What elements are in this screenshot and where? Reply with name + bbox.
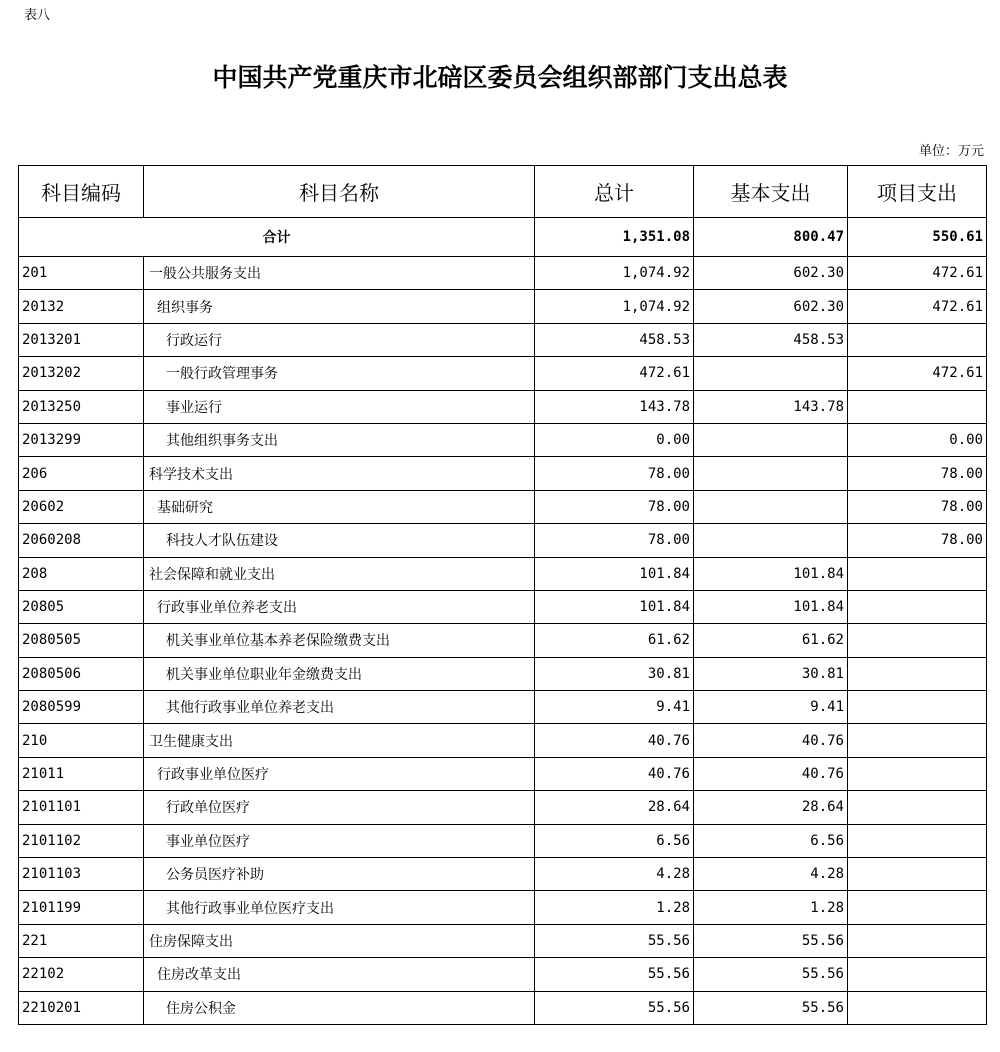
row-basic: 101.84 xyxy=(694,557,848,590)
row-project: 78.00 xyxy=(848,490,987,523)
row-code: 2080505 xyxy=(19,624,144,657)
table-row xyxy=(19,290,987,323)
row-basic: 143.78 xyxy=(694,390,848,423)
row-code: 2210201 xyxy=(19,991,144,1024)
row-project xyxy=(848,924,987,957)
row-basic: 55.56 xyxy=(694,958,848,991)
row-total: 0.00 xyxy=(535,423,694,456)
row-total: 458.53 xyxy=(535,323,694,356)
row-name: 公务员医疗补助 xyxy=(144,858,535,891)
table-row xyxy=(19,624,987,657)
row-name: 组织事务 xyxy=(144,290,535,323)
row-basic: 9.41 xyxy=(694,691,848,724)
row-code: 2101101 xyxy=(19,791,144,824)
row-code: 2013250 xyxy=(19,390,144,423)
expenditure-table xyxy=(18,165,987,1025)
table-row xyxy=(19,824,987,857)
row-code: 221 xyxy=(19,924,144,957)
row-total: 40.76 xyxy=(535,757,694,790)
row-project: 472.61 xyxy=(848,290,987,323)
row-project xyxy=(848,757,987,790)
row-project xyxy=(848,323,987,356)
row-total: 101.84 xyxy=(535,590,694,623)
row-code: 21011 xyxy=(19,757,144,790)
row-project xyxy=(848,557,987,590)
row-basic: 602.30 xyxy=(694,290,848,323)
row-name: 一般公共服务支出 xyxy=(144,257,535,290)
row-project xyxy=(848,824,987,857)
table-row xyxy=(19,691,987,724)
row-basic: 4.28 xyxy=(694,858,848,891)
row-project xyxy=(848,724,987,757)
row-name: 卫生健康支出 xyxy=(144,724,535,757)
row-basic: 28.64 xyxy=(694,791,848,824)
row-basic xyxy=(694,423,848,456)
total-row xyxy=(19,218,987,257)
table-row xyxy=(19,724,987,757)
row-name: 其他行政事业单位养老支出 xyxy=(144,691,535,724)
table-row xyxy=(19,323,987,356)
table-header-row xyxy=(19,166,987,218)
row-basic xyxy=(694,457,848,490)
row-basic: 458.53 xyxy=(694,323,848,356)
row-basic: 30.81 xyxy=(694,657,848,690)
row-total: 55.56 xyxy=(535,958,694,991)
row-project xyxy=(848,657,987,690)
row-basic: 40.76 xyxy=(694,757,848,790)
row-basic: 101.84 xyxy=(694,590,848,623)
row-name: 机关事业单位职业年金缴费支出 xyxy=(144,657,535,690)
table-row xyxy=(19,457,987,490)
row-code: 20805 xyxy=(19,590,144,623)
row-code: 2013299 xyxy=(19,423,144,456)
row-name: 行政单位医疗 xyxy=(144,791,535,824)
row-total: 30.81 xyxy=(535,657,694,690)
row-code: 2080599 xyxy=(19,691,144,724)
row-total: 28.64 xyxy=(535,791,694,824)
row-code: 210 xyxy=(19,724,144,757)
row-basic xyxy=(694,524,848,557)
table-row xyxy=(19,657,987,690)
row-name: 科学技术支出 xyxy=(144,457,535,490)
row-basic: 6.56 xyxy=(694,824,848,857)
row-name: 事业单位医疗 xyxy=(144,824,535,857)
table-row xyxy=(19,757,987,790)
total-basic: 800.47 xyxy=(694,218,848,257)
row-project xyxy=(848,590,987,623)
row-total: 4.28 xyxy=(535,858,694,891)
row-project xyxy=(848,958,987,991)
table-row xyxy=(19,357,987,390)
unit-label: 单位：万元 xyxy=(918,144,984,159)
row-name: 机关事业单位基本养老保险缴费支出 xyxy=(144,624,535,657)
row-basic: 40.76 xyxy=(694,724,848,757)
row-code: 2101103 xyxy=(19,858,144,891)
row-name: 住房公积金 xyxy=(144,991,535,1024)
row-project xyxy=(848,390,987,423)
row-code: 206 xyxy=(19,457,144,490)
table-row xyxy=(19,858,987,891)
total-sum: 1,351.08 xyxy=(535,218,694,257)
row-code: 2013201 xyxy=(19,323,144,356)
row-basic: 61.62 xyxy=(694,624,848,657)
table-row xyxy=(19,590,987,623)
row-basic xyxy=(694,357,848,390)
table-row xyxy=(19,924,987,957)
row-code: 2060208 xyxy=(19,524,144,557)
row-name: 行政事业单位养老支出 xyxy=(144,590,535,623)
row-total: 1.28 xyxy=(535,891,694,924)
header-project: 项目支出 xyxy=(848,166,987,218)
row-total: 1,074.92 xyxy=(535,257,694,290)
table-row xyxy=(19,791,987,824)
table-row xyxy=(19,958,987,991)
table-row xyxy=(19,524,987,557)
header-total: 总计 xyxy=(535,166,694,218)
table-row xyxy=(19,257,987,290)
row-project xyxy=(848,691,987,724)
table-row xyxy=(19,490,987,523)
row-code: 2080506 xyxy=(19,657,144,690)
row-basic xyxy=(694,490,848,523)
row-total: 78.00 xyxy=(535,457,694,490)
row-code: 208 xyxy=(19,557,144,590)
row-name: 行政事业单位医疗 xyxy=(144,757,535,790)
row-project xyxy=(848,858,987,891)
table-row xyxy=(19,557,987,590)
row-total: 78.00 xyxy=(535,490,694,523)
table-number-tag: 表八 xyxy=(24,8,51,23)
row-basic: 55.56 xyxy=(694,991,848,1024)
row-code: 2101199 xyxy=(19,891,144,924)
row-total: 78.00 xyxy=(535,524,694,557)
header-name: 科目名称 xyxy=(144,166,535,218)
row-code: 2101102 xyxy=(19,824,144,857)
header-code: 科目编码 xyxy=(19,166,144,218)
row-total: 1,074.92 xyxy=(535,290,694,323)
row-total: 55.56 xyxy=(535,991,694,1024)
row-name: 科技人才队伍建设 xyxy=(144,524,535,557)
row-name: 基础研究 xyxy=(144,490,535,523)
row-code: 20602 xyxy=(19,490,144,523)
header-basic: 基本支出 xyxy=(694,166,848,218)
table-row xyxy=(19,390,987,423)
row-project xyxy=(848,891,987,924)
table-row xyxy=(19,991,987,1024)
row-name: 社会保障和就业支出 xyxy=(144,557,535,590)
row-total: 101.84 xyxy=(535,557,694,590)
row-project xyxy=(848,624,987,657)
page-title: 中国共产党重庆市北碚区委员会组织部部门支出总表 xyxy=(212,63,788,92)
row-project: 472.61 xyxy=(848,257,987,290)
row-basic: 55.56 xyxy=(694,924,848,957)
row-project: 78.00 xyxy=(848,524,987,557)
row-basic: 602.30 xyxy=(694,257,848,290)
row-total: 40.76 xyxy=(535,724,694,757)
row-project xyxy=(848,991,987,1024)
row-name: 住房改革支出 xyxy=(144,958,535,991)
row-name: 事业运行 xyxy=(144,390,535,423)
row-total: 143.78 xyxy=(535,390,694,423)
row-project: 472.61 xyxy=(848,357,987,390)
row-code: 2013202 xyxy=(19,357,144,390)
total-label: 合计 xyxy=(19,218,535,257)
row-total: 55.56 xyxy=(535,924,694,957)
row-code: 22102 xyxy=(19,958,144,991)
row-total: 472.61 xyxy=(535,357,694,390)
row-code: 201 xyxy=(19,257,144,290)
row-name: 一般行政管理事务 xyxy=(144,357,535,390)
row-project: 78.00 xyxy=(848,457,987,490)
row-name: 其他组织事务支出 xyxy=(144,423,535,456)
table-row xyxy=(19,891,987,924)
row-project: 0.00 xyxy=(848,423,987,456)
row-total: 6.56 xyxy=(535,824,694,857)
row-name: 行政运行 xyxy=(144,323,535,356)
row-basic: 1.28 xyxy=(694,891,848,924)
row-total: 61.62 xyxy=(535,624,694,657)
row-total: 9.41 xyxy=(535,691,694,724)
row-project xyxy=(848,791,987,824)
row-name: 其他行政事业单位医疗支出 xyxy=(144,891,535,924)
row-code: 20132 xyxy=(19,290,144,323)
row-name: 住房保障支出 xyxy=(144,924,535,957)
table-row xyxy=(19,423,987,456)
total-project: 550.61 xyxy=(848,218,987,257)
